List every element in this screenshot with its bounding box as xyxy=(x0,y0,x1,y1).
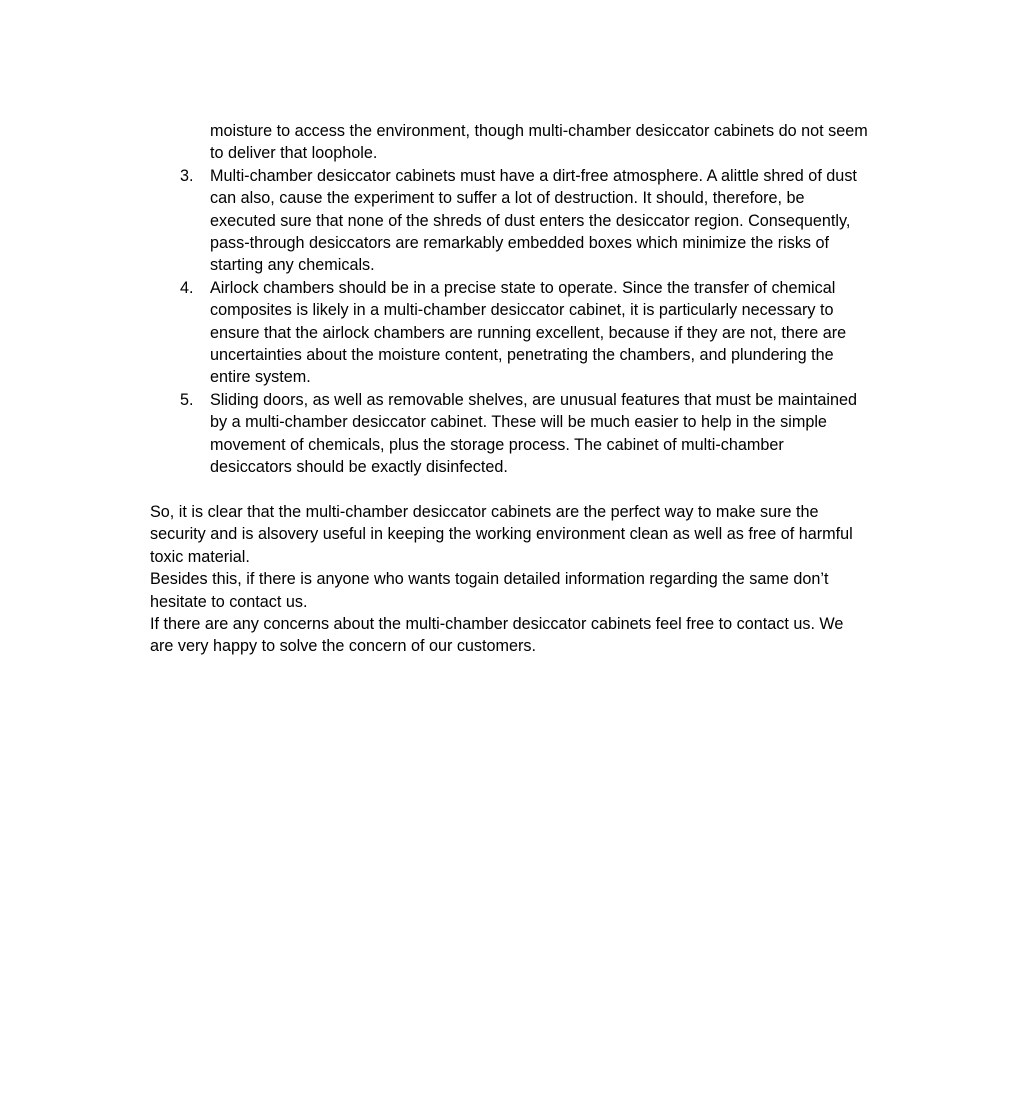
list-item-3 xyxy=(150,165,870,277)
contact-paragraph: Besides this, if there is anyone who wants togain detailed information regarding the same don’t hesitate to contact us. xyxy=(150,570,829,611)
list-item-number: 4. xyxy=(180,278,194,297)
list-item-5 xyxy=(150,389,870,479)
conclusion-paragraph: So, it is clear that the multi-chamber desiccator cabinets are the perfect way to make sure the security and is alsovery useful in keeping the working environment clean as well as free of harmful toxic material. xyxy=(150,502,853,566)
paragraph-spacer xyxy=(150,479,870,501)
list-item-4 xyxy=(150,277,870,389)
list-item-text: Airlock chambers should be in a precise state to operate. Since the transfer of chemical composites is likely in a multi-chamber desiccator cabinet, it is particularly necessary to ensure that the airlock chambers are running excellent, because if they are not, there are uncertainties about the moisture content, penetrating the chambers, and plundering the entire system. xyxy=(210,278,847,387)
document-body xyxy=(150,120,870,658)
concerns-paragraph: If there are any concerns about the multi-chamber desiccator cabinets feel free to contact us. We are very happy to solve the concern of our customers. xyxy=(150,614,844,656)
list-item-text: Sliding doors, as well as removable shelves, are unusual features that must be maintained by a multi-chamber desiccator cabinet. These will be much easier to help in the simple movement of chemicals, plus the storage process. The cabinet of multi-chamber desiccators should be exactly disinfected. xyxy=(210,390,857,477)
list-item-continuation: moisture to access the environment, though multi-chamber desiccator cabinets do not seem to deliver that loophole. xyxy=(210,122,868,163)
list-item-text: Multi-chamber desiccator cabinets must have a dirt-free atmosphere. A alittle shred of dust can also, cause the experiment to suffer a lot of destruction. It should, therefore, be executed sure that none of the shreds of dust enters the desiccator region. Consequently, pass-through desiccators are remarkably embedded boxes which minimize the risks of starting any chemicals. xyxy=(210,166,857,275)
list-item-number: 5. xyxy=(180,390,194,409)
list-item-number: 3. xyxy=(180,166,194,185)
